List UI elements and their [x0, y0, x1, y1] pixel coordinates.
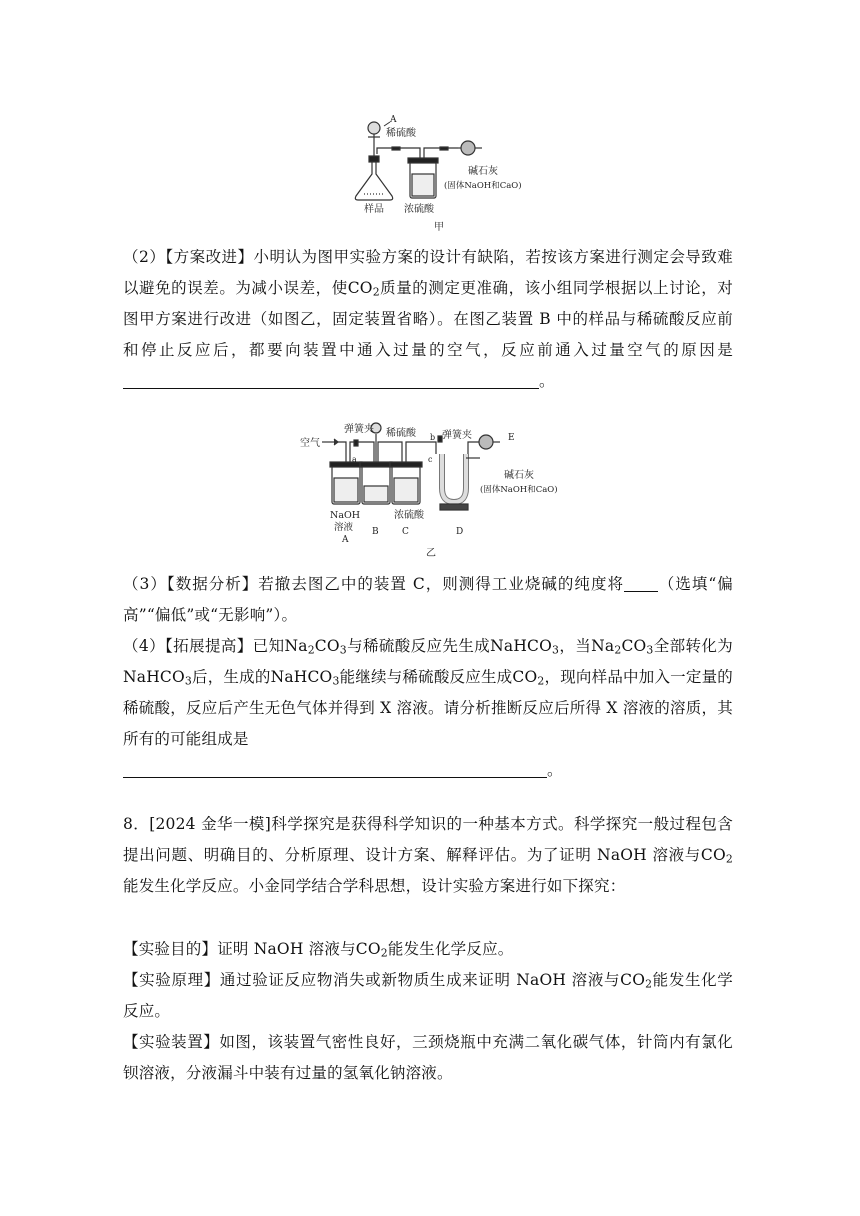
- label-soda-lime-note-yi: (固体NaOH和CaO): [480, 485, 558, 495]
- q4-text: ，现向样品中加入一定量的稀硫酸，反应后产生无色气体并得到 X 溶液。请分析推断反应后所得 X 溶液的溶质，其所有的可能组成是: [123, 668, 733, 748]
- co2-formula: $CO_2$: [512, 668, 545, 688]
- label-c-small: c: [428, 455, 433, 464]
- co2-formula: $CO_2$: [700, 846, 733, 866]
- nahco3-formula: NaHCO$_3$: [123, 668, 192, 688]
- q2-number: （2）: [123, 248, 166, 266]
- q3-text-1: 若撤去图乙中的装置 C，则测得工业烧碱的纯度将: [258, 575, 624, 593]
- question-4: [123, 631, 733, 786]
- q4-text: 与稀硫酸反应先生成: [346, 637, 491, 655]
- figure-jia: [340, 112, 540, 234]
- na2co3-formula: $Na_2CO_3$: [284, 637, 347, 657]
- apparatus-tag: 【实验装置】: [123, 1033, 220, 1051]
- label-conc-acid-yi: 浓硫酸: [394, 510, 424, 521]
- purpose-tag: 【实验目的】: [123, 940, 218, 958]
- q4-end: 。: [547, 761, 563, 779]
- label-D-tube: D: [456, 527, 464, 537]
- label-conc-acid: 浓硫酸: [404, 204, 434, 215]
- q2-tag: 【方案改进】: [165, 248, 254, 266]
- principle-text-2: 能发生化学反应。: [123, 971, 733, 1020]
- q4-text: 能继续与稀硫酸反应生成: [339, 668, 513, 686]
- na2co3-formula: $Na_2CO_3$: [591, 637, 654, 657]
- section-apparatus: [123, 1027, 733, 1089]
- label-soda-lime: 碱石灰: [468, 166, 498, 177]
- q2-end: 。: [539, 372, 555, 390]
- question-2: [123, 242, 733, 397]
- question-8: [123, 809, 733, 902]
- co2-formula: $CO_2$: [347, 279, 380, 299]
- q3-text-2: （选填“偏高”“偏低”或“无影响”）。: [123, 575, 733, 624]
- label-clip-2: 弹簧夹: [442, 430, 472, 441]
- figure-yi: [294, 418, 584, 558]
- q4-tag: 【拓展提高】: [165, 637, 253, 655]
- purpose-text-1: 证明 NaOH 溶液与: [217, 940, 356, 958]
- q4-text: 全部转化为: [653, 637, 733, 655]
- label-dilute-acid: 稀硫酸: [386, 128, 416, 139]
- label-B-bottle: B: [372, 527, 379, 537]
- label-a-small: a: [352, 455, 357, 464]
- answer-blank-q2[interactable]: [123, 373, 539, 390]
- answer-blank-q3[interactable]: [624, 576, 658, 593]
- label-clip-1: 弹簧夹: [344, 424, 374, 435]
- apparatus-text: 如图，该装置气密性良好，三颈烧瓶中充满二氧化碳气体，针筒内有氯化钡溶液，分液漏斗中装有过量的氢氧化钠溶液。: [123, 1033, 733, 1082]
- purpose-text-2: 能发生化学反应。: [387, 940, 514, 958]
- question-3: [123, 569, 733, 631]
- co2-formula: $CO_2$: [620, 971, 653, 991]
- q3-tag: 【数据分析】: [166, 575, 259, 593]
- q4-text: 已知: [252, 637, 285, 655]
- answer-blank-q4[interactable]: [123, 762, 547, 779]
- q4-text: 后，生成的: [192, 668, 271, 686]
- q4-number: （4）: [123, 637, 166, 655]
- q8-text-2: 能发生化学反应。小金同学结合学科思想，设计实验方案进行如下探究：: [123, 877, 626, 895]
- label-solution: 溶液: [334, 522, 354, 533]
- q2-text-2: 质量的测定更准确，该小组同学根据以上讨论，对图甲方案进行改进（如图乙，固定装置省略）。在图乙装置 B 中的样品与稀硫酸反应前和停止反应后，都要向装置中通入过量的空气，反应前通入过量空气的原因是: [123, 279, 733, 359]
- label-dilute-acid-yi: 稀硫酸: [386, 428, 416, 439]
- co2-formula: $CO_2$: [355, 940, 388, 960]
- figure-caption-yi: 乙: [426, 548, 436, 558]
- principle-tag: 【实验原理】: [123, 971, 220, 989]
- label-e: E: [508, 433, 515, 443]
- label-soda-lime-note: (固体NaOH和CaO): [444, 181, 522, 191]
- label-soda-lime-yi: 碱石灰: [504, 470, 534, 481]
- section-purpose: [123, 934, 733, 965]
- label-a: A: [390, 115, 397, 125]
- q2-text-1: 小明认为图甲实验方案的设计有缺陷，若按该方案进行测定会导致难以避免的误差。为减小误差，使: [123, 248, 733, 297]
- nahco3-formula: NaHCO$_3$: [490, 637, 560, 657]
- q8-source: [2024 金华一模]: [149, 815, 272, 833]
- q8-text-1: 科学探究是获得科学知识的一种基本方式。科学探究一般过程包含提出问题、明确目的、分析原理、设计方案、解释评估。为了证明 NaOH 溶液与: [123, 815, 734, 864]
- label-C-bottle: C: [402, 527, 409, 537]
- q8-number: 8．: [123, 815, 150, 833]
- label-b-small: b: [430, 433, 436, 442]
- label-sample: 样品: [364, 204, 384, 215]
- section-principle: [123, 965, 733, 1027]
- label-air: 空气: [300, 438, 320, 449]
- label-naoh: NaOH: [330, 510, 361, 521]
- label-A-bottle: A: [342, 535, 349, 545]
- q4-text: ，当: [559, 637, 592, 655]
- figure-caption-jia: 甲: [434, 222, 444, 233]
- q3-number: （3）: [123, 575, 167, 593]
- nahco3-formula: NaHCO$_3$: [270, 668, 340, 688]
- principle-text-1: 通过验证反应物消失或新物质生成来证明 NaOH 溶液与: [219, 971, 621, 989]
